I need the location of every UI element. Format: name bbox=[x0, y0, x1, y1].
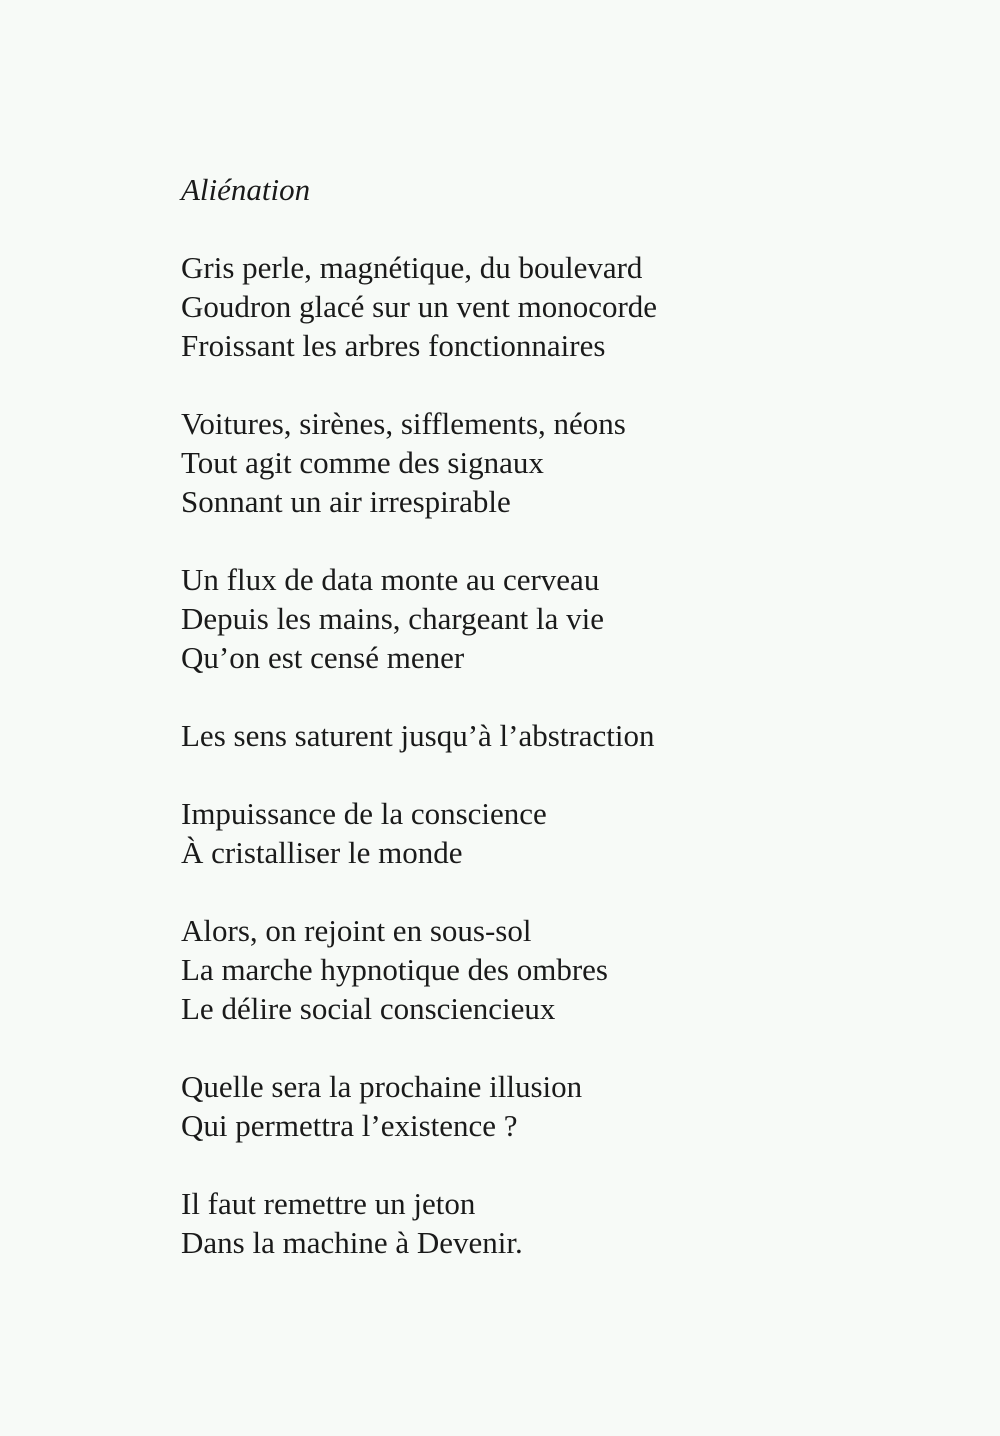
poem-line: Goudron glacé sur un vent monocorde bbox=[181, 289, 658, 324]
poem-line: Tout agit comme des signaux bbox=[181, 445, 544, 480]
poem-page bbox=[181, 170, 941, 1301]
poem-line: Il faut remettre un jeton bbox=[181, 1186, 476, 1221]
stanza-2 bbox=[181, 404, 941, 521]
poem-line: À cristalliser le monde bbox=[181, 835, 463, 870]
poem-title: Aliénation bbox=[181, 172, 311, 207]
poem-line: Depuis les mains, chargeant la vie bbox=[181, 601, 604, 636]
stanza-8 bbox=[181, 1184, 941, 1262]
poem-line: Qu’on est censé mener bbox=[181, 640, 465, 675]
stanza-4 bbox=[181, 716, 941, 755]
poem-line: Dans la machine à Devenir. bbox=[181, 1225, 523, 1260]
poem-line: Un flux de data monte au cerveau bbox=[181, 562, 600, 597]
poem-line: Les sens saturent jusqu’à l’abstraction bbox=[181, 718, 655, 753]
poem-line: Voitures, sirènes, sifflements, néons bbox=[181, 406, 626, 441]
stanza-1 bbox=[181, 248, 941, 365]
poem-line: Gris perle, magnétique, du boulevard bbox=[181, 250, 643, 285]
poem-line: Sonnant un air irrespirable bbox=[181, 484, 511, 519]
poem-line: Impuissance de la conscience bbox=[181, 796, 547, 831]
poem-line: Qui permettra l’existence ? bbox=[181, 1108, 518, 1143]
stanza-3 bbox=[181, 560, 941, 677]
stanza-6 bbox=[181, 911, 941, 1028]
poem-line: Alors, on rejoint en sous-sol bbox=[181, 913, 532, 948]
poem-line: Froissant les arbres fonctionnaires bbox=[181, 328, 606, 363]
poem-line: La marche hypnotique des ombres bbox=[181, 952, 608, 987]
poem-line: Quelle sera la prochaine illusion bbox=[181, 1069, 583, 1104]
poem-line: Le délire social consciencieux bbox=[181, 991, 556, 1026]
stanza-7 bbox=[181, 1067, 941, 1145]
stanza-5 bbox=[181, 794, 941, 872]
